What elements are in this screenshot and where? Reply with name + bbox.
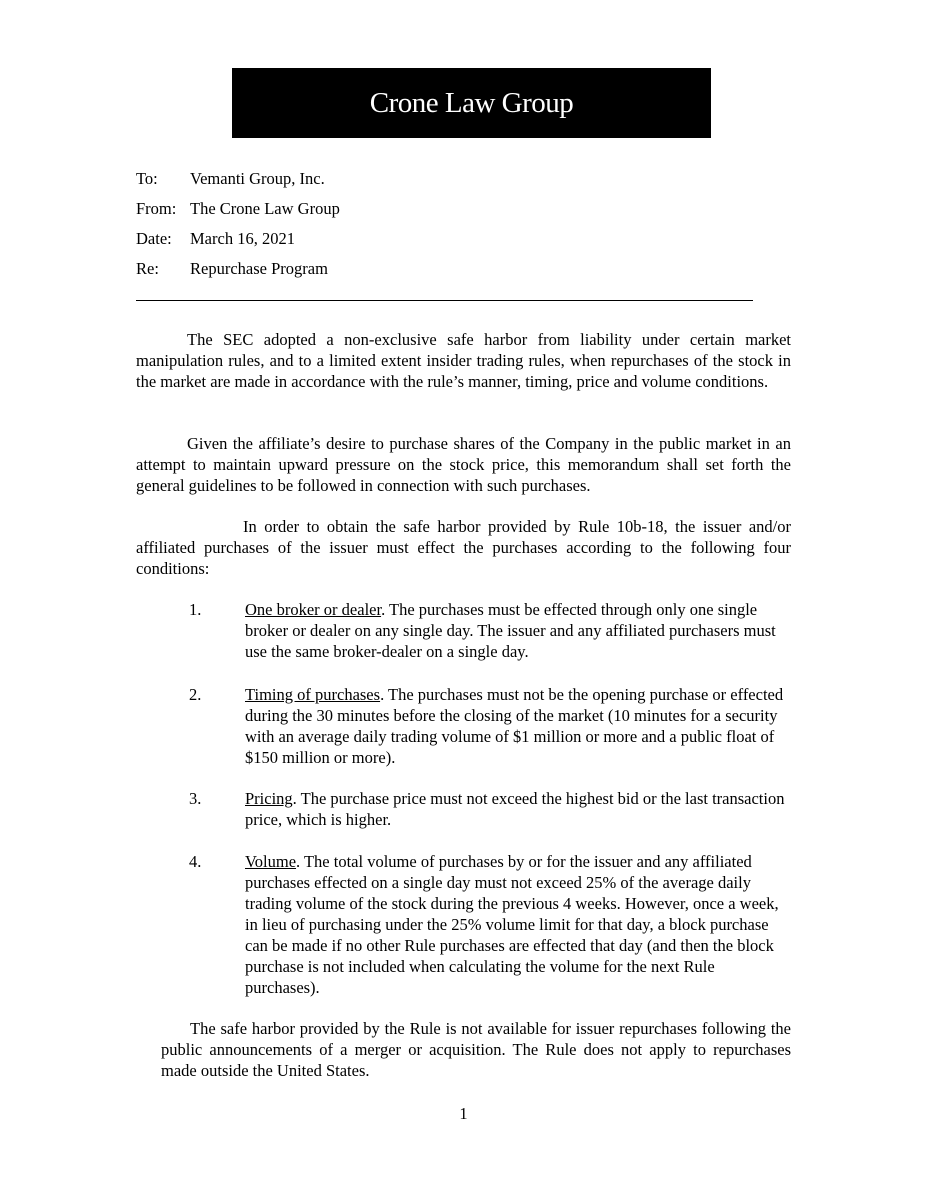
condition-text: . The purchases must not be the opening purchase or effected during the 30 minutes before the closing of the market (10 minutes for a security with an average daily trading volume of $1 million or more and a public float of $150 million or more). xyxy=(245,685,784,767)
memo-date-value: March 16, 2021 xyxy=(190,229,295,248)
header-divider xyxy=(136,300,753,301)
condition-number: 4. xyxy=(189,852,202,871)
firm-name: Crone Law Group xyxy=(369,86,574,119)
condition-heading: One broker or dealer xyxy=(245,600,382,619)
memo-re-label: Re: xyxy=(136,259,159,278)
condition-item-4 xyxy=(136,851,796,1001)
condition-item-3 xyxy=(136,788,796,833)
memo-to-row xyxy=(136,168,340,198)
condition-item-1 xyxy=(136,599,796,665)
memo-from-row xyxy=(136,198,340,228)
condition-body xyxy=(245,599,790,662)
condition-number: 3. xyxy=(189,789,202,808)
memo-re-row xyxy=(136,258,340,288)
condition-number: 1. xyxy=(189,600,202,619)
condition-body xyxy=(245,851,790,998)
page-number: 1 xyxy=(459,1104,468,1123)
memo-from-value: The Crone Law Group xyxy=(190,199,340,218)
condition-text: . The purchase price must not exceed the highest bid or the last transaction price, which is higher. xyxy=(245,789,785,829)
memo-date-label: Date: xyxy=(136,229,172,248)
condition-item-2 xyxy=(136,684,796,774)
memo-from-label: From: xyxy=(136,199,177,218)
memo-re-value: Repurchase Program xyxy=(190,259,328,278)
memo-header xyxy=(136,168,340,288)
memo-to-value: Vemanti Group, Inc. xyxy=(190,169,325,188)
letterhead-banner xyxy=(232,68,711,138)
body-paragraph-4: The safe harbor provided by the Rule is not available for issuer repurchases following the public announcements of a merger or acquisition. The Rule does not apply to repurchases made outside the United States. xyxy=(161,1019,791,1080)
condition-heading: Timing of purchases xyxy=(245,685,381,704)
body-paragraph-1: The SEC adopted a non-exclusive safe harbor from liability under certain market manipulation rules, and to a limited extent insider trading rules, when repurchases of the stock in the market are made in accordance with the rule’s manner, timing, price and volume conditions. xyxy=(136,330,791,391)
condition-body xyxy=(245,684,790,768)
memo-to-label: To: xyxy=(136,169,158,188)
condition-heading: Pricing xyxy=(245,789,293,808)
condition-text: . The total volume of purchases by or for the issuer and any affiliated purchases effected on a single day must not exceed 25% of the average daily trading volume of the stock during the previous 4 weeks. However, once a week, in lieu of purchasing under the 25% volume limit for that day, a block purchase can be made if no other Rule purchases are effected that day (and then the block purchase is not included when calculating the volume for the next Rule purchases). xyxy=(245,852,779,997)
condition-text: . The purchases must be effected through only one single broker or dealer on any single day. The issuer and any affiliated purchasers must use the same broker-dealer on a single day. xyxy=(245,600,776,661)
memo-date-row xyxy=(136,228,340,258)
condition-body xyxy=(245,788,790,830)
condition-heading: Volume xyxy=(245,852,297,871)
body-paragraph-3: In order to obtain the safe harbor provided by Rule 10b-18, the issuer and/or affiliated purchases of the issuer must effect the purchases according to the following four conditions: xyxy=(136,517,791,578)
body-paragraph-2: Given the affiliate’s desire to purchase shares of the Company in the public market in an attempt to maintain upward pressure on the stock price, this memorandum shall set forth the general guidelines to be followed in connection with such purchases. xyxy=(136,434,791,495)
condition-number: 2. xyxy=(189,685,202,704)
